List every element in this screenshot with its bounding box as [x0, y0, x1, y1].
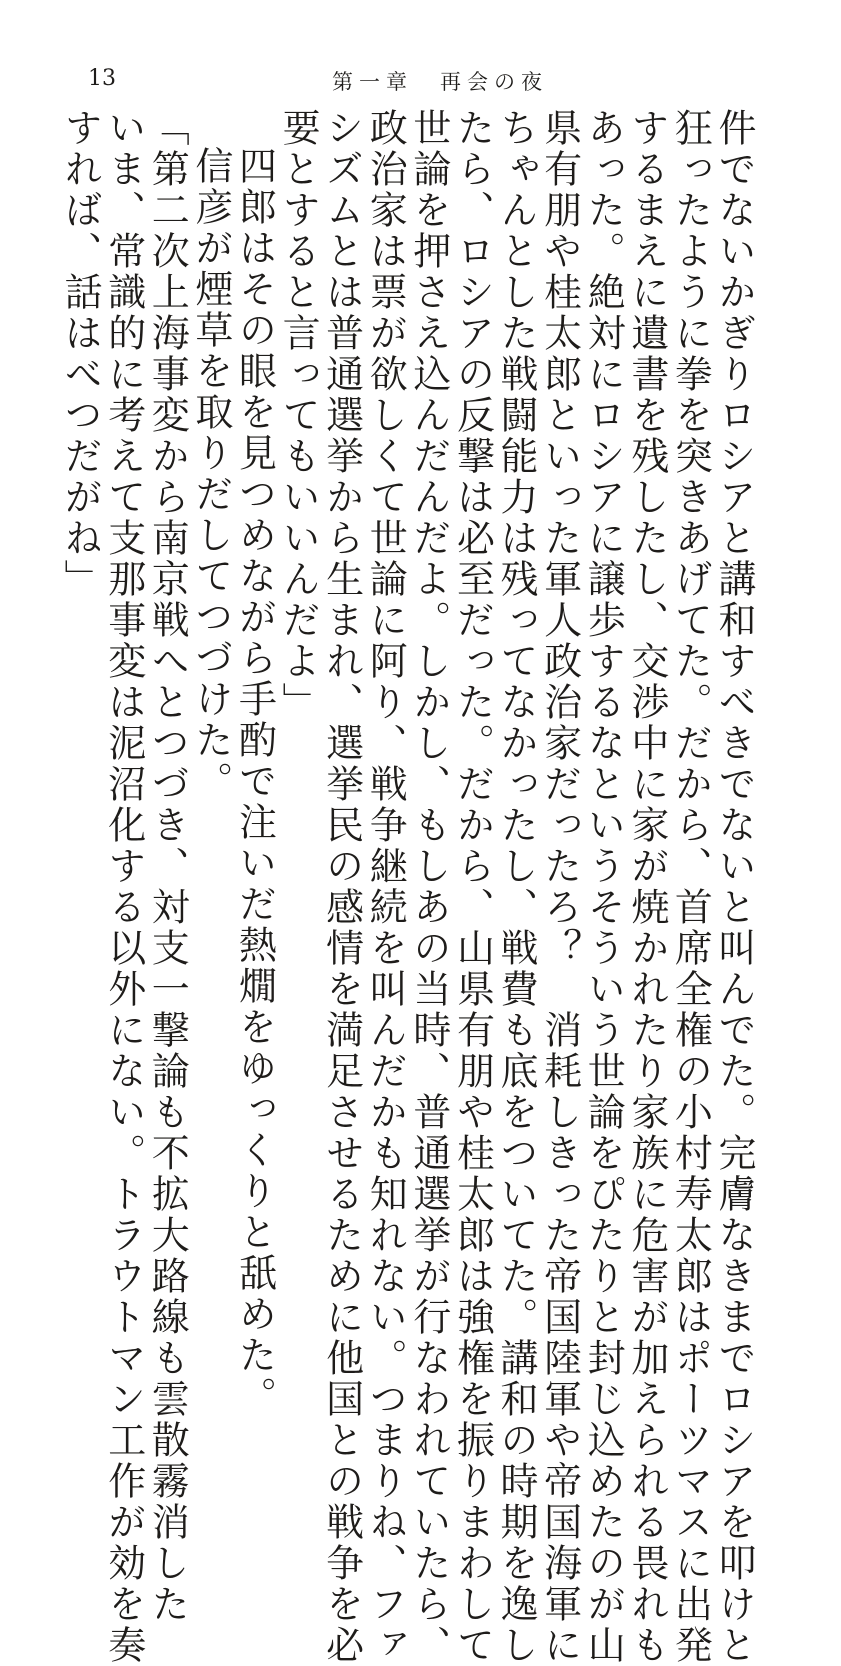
text-line-4: あった。絶対にロシアに譲歩するなというそういう世論をぴたりと封じ込めたのが山: [581, 108, 626, 1666]
body-text: [58, 108, 756, 1666]
quote-line-1: 「第二次上海事変から南京戦へとつづき、対支一撃論も不拡大路線も雲散霧消した: [145, 108, 190, 1625]
text-line-9: 政治家は票が欲しくて世論に阿り、戦争継続を叫んだかも知れない。つまりね、ファ: [363, 108, 408, 1666]
text-line-11: 要とすると言ってもいいんだよ」: [276, 108, 321, 723]
text-line-5: 県有朋や桂太郎といった軍人政治家だったろ？ 消耗しきった帝国陸軍や帝国海軍に: [537, 108, 582, 1666]
quote-line-2: いま、常識的に考えて支那事変は泥沼化する以外にない。トラウトマン工作が効を奏: [101, 108, 146, 1666]
text-line-3: するまえに遺書を残したし、交渉中に家が焼かれたり家族に危害が加えられる畏れも: [624, 108, 669, 1666]
running-header: 第一章 再会の夜: [332, 70, 548, 94]
text-line-10: シズムとは普通選挙から生まれ、選挙民の感情を満足させるために他国との戦争を必: [319, 108, 364, 1666]
page-number: 13: [88, 66, 116, 91]
text-line-6: ちゃんとした戦闘能力は残ってなかったし、戦費も底をついてた。講和の時期を逸し: [494, 108, 539, 1666]
text-line-8: 世論を押さえ込んだんだよ。しかし、もしあの当時、普通選挙が行なわれていたら、: [406, 108, 451, 1666]
quote-line-3: すれば、話はべつだがね」: [58, 108, 103, 600]
paragraph-shiro: 四郎はその眼を見つめながら手酌で注いだ熱燗をゆっくりと舐めた。: [232, 146, 277, 1417]
text-line-2: 狂ったように拳を突きあげてた。だから、首席全権の小村寿太郎はポーツマスに出発: [668, 108, 713, 1666]
text-line-7: たら、ロシアの反撃は必至だった。だから、山県有朋や桂太郎は強権を振りまわして: [450, 108, 495, 1666]
paragraph-nobuhiko: 信彦が煙草を取りだしてつづけた。: [188, 146, 233, 802]
text-line-1: 件でないかぎりロシアと講和すべきでないと叫んでた。完膚なきまでロシアを叩けと: [712, 108, 756, 1666]
